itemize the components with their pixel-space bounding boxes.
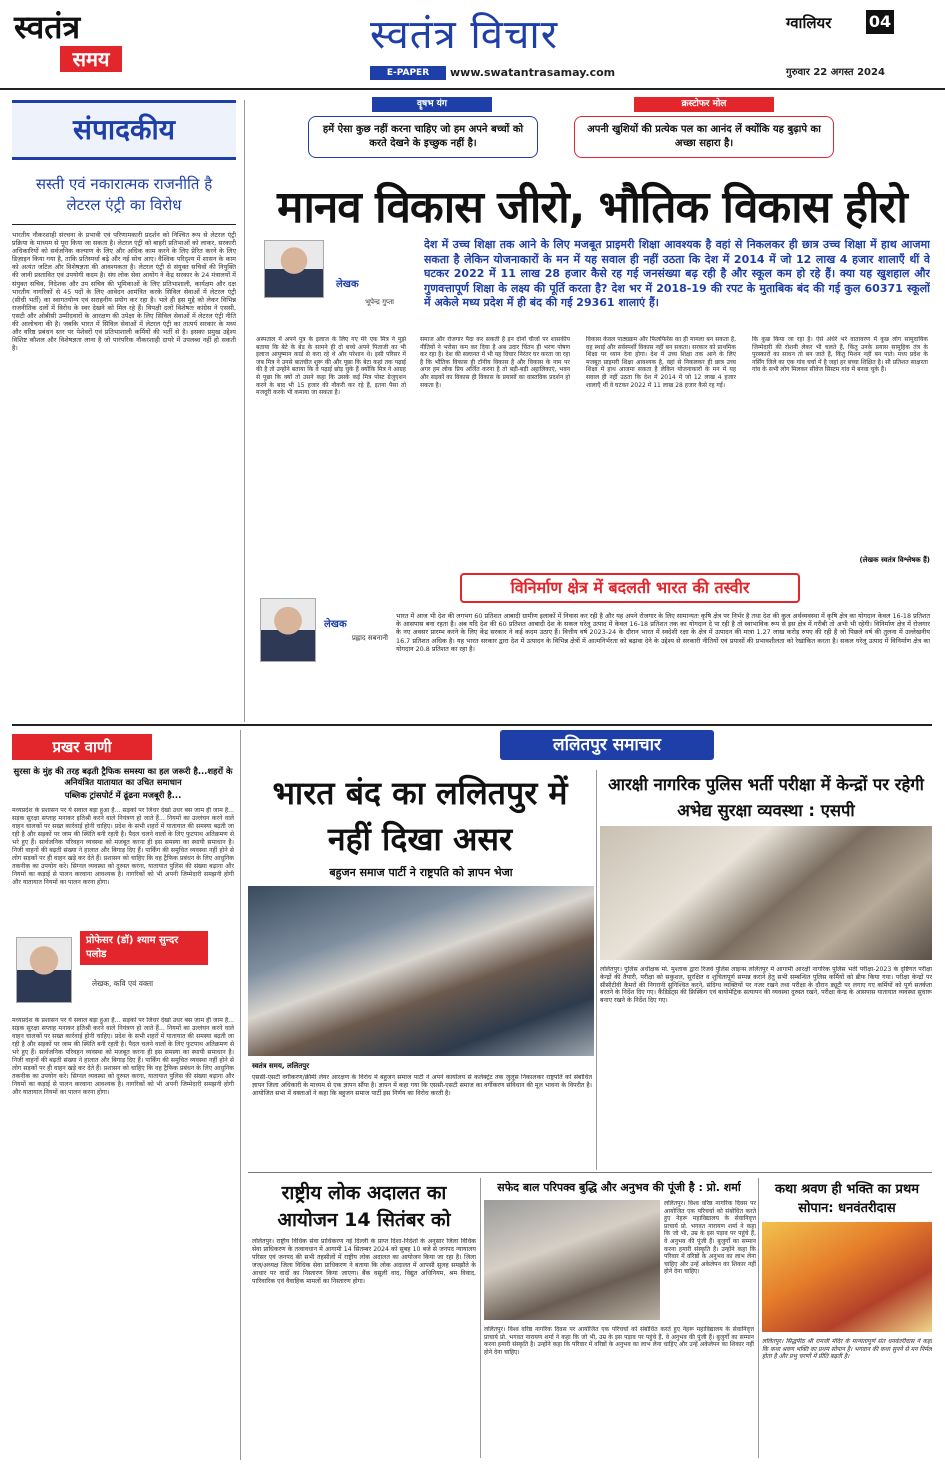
author-label: लेखक bbox=[336, 279, 359, 290]
editorial-body: भारतीय नौकरशाही संरचना के प्रभावी एवं परिणामकारी प्रदर्शन को निश्चित रूप से लेटरल एंट्री प्रक्रिया के माध्यम से पूरा किया जा सकता है। लेटरल एंट्री को बाहरी प्रतिभाओं को लाकर, सरकारी अधिकारियों को सर्वजनिक कल्याण के लिए और अधिक काम करने के लिए प्रेरित करने के लिए डिज़ाइन किया गया है, ताकि प्रतिस्पर्धा बढ़े और नई सोच आए। वैश्विक परिदृश्य में शासन के काम को अत्यंत जटिल और विशेषज्ञता की आवश्यकता है। लेटरल एंट्री से संयुक्त सचिवों की नियुक्ति की जानी प्रस्तावित एवं उपयोगी कदम है। संघ लोक सेवा आयोग ने केंद्र सरकार के 24 मंत्रालयों में संयुक्त सचिव, निदेशक और उप सचिव की भूमिकाओं के लिए प्रतिभाशाली, कार्यक्षम और दक्ष भारतीय नागरिकों से 45 पदों के लिए आवेदन आमंत्रित करके सिविल सेवाओं में लेटरल एंट्री (सीधी भर्ती) का स्वागतयोग्य एवं सराहनीय प्रयोग कर रहा है। भले ही इस मुद्दे को लेकर विभिन्न राजनीतिक दलों में विरोध के स्वर देखने को मिल रहे हैं। विपक्षी दलों विशेषतः कांग्रेस ने एससी, एसटी और ओबीसी उम्मीदवारों के आरक्षण की उपेक्षा के लिए सिविल सेवाओं में लेटरल एंट्री नीति की आलोचना की है। जबकि भारत में सिविल सेवाओं में लेटरल एंट्री का तात्पर्य सरकार के मध्य और वरिष्ठ प्रबंधन स्तर पर पेशेवरों एवं प्रतिभाशाली कर्मियों की भर्ती से है। इसका प्रमुख उद्देश्य विशिष्ट कौशल और विशेषज्ञता लाना है जो पारंपरिक नौकरशाही दायरे में उपलब्ध नहीं हो सकती है। bbox=[12, 231, 236, 353]
police-meeting-photo[interactable] bbox=[600, 826, 932, 960]
masthead bbox=[0, 0, 945, 92]
elder-body-continued: ललितपुर। विश्व वरिष्ठ नागरिक दिवस पर आयोजित एक परिचर्चा को संबोधित करते हुए नेहरू महाविद्यालय के सेवानिवृत्त प्राचार्य प्रो. भगवत नारायण शर्मा ने कहा कि जो भी, उम्र के इस पड़ाव पर पहुंचे हैं, वे अनुभव की पूंजी हैं। बुजुर्गों का सम्मान करना हमारी संस्कृति है। उन्होंने कहा कि परिवार में वरिष्ठों के अनुभव का लाभ लेना चाहिए और उन्हें अकेलेपन का शिकार नहीं होने देना चाहिए। bbox=[484, 1326, 754, 1356]
katha-body: ललितपुर। सिद्धपीठ श्री रामजी मंदिर के मान्यतापूर्ण संत धनवंतरीदास ने कहा कि कथा श्रवण भक्ति का प्रथम सोपान है। भगवान की कथा सुनने से मन निर्मल होता है और प्रभु चरणों में प्रीति बढ़ती है। bbox=[762, 1338, 932, 1361]
brand-logo[interactable] bbox=[14, 8, 124, 80]
manufacturing-author bbox=[256, 592, 388, 704]
prakhar-body-bottom: मध्यप्रदेश के प्रशासन पर ये सवाल बड़ा हुआ है... सड़कों पर जिधर देखो उधर बस जाम ही जाम है... सड़क सुरक्षा सप्ताह मनाकर इतिश्री करने वाले नियंत्रण हो जाते हैं... नियमों का उल्लंघन करने वाले वाहन चालकों पर सख्त कार्रवाई होनी चाहिए। प्रदेश के सभी शहरों में यातायात की समस्या बढ़ती जा रही है और सड़कों पर जाम की स्थिति बनी रहती है। पैदल चलने वालों के लिए फुटपाथ अतिक्रमण से भरे हुए हैं। सार्वजनिक परिवहन व्यवस्था को मजबूत करना ही इस समस्या का स्थायी समाधान है। निजी वाहनों की बढ़ती संख्या ने हालात और बिगाड़ दिए हैं। पार्किंग की समुचित व्यवस्था नहीं होने से लोग सड़कों पर ही वाहन खड़े कर देते हैं। प्रशासन को चाहिए कि वह ट्रैफिक प्रबंधन के लिए आधुनिक तकनीक का उपयोग करे। सिग्नल व्यवस्था को दुरुस्त करना, यातायात पुलिस की संख्या बढ़ाना और नियमों का कड़ाई से पालन करवाना आवश्यक है। नागरिकों को भी अपनी जिम्मेदारी समझनी होगी और यातायात नियमों का पालन करना होगा। bbox=[12, 1017, 234, 1096]
katha-headline: कथा श्रवण ही भक्ति का प्रथम सोपान: धनवंतरीदास bbox=[774, 1182, 920, 1216]
quote-box-1 bbox=[308, 97, 538, 167]
lalitpur-section-label: ललितपुर समाचार bbox=[500, 730, 714, 760]
issue-date: गुरुवार 22 अगस्त 2024 bbox=[786, 67, 885, 78]
story-divider bbox=[596, 770, 597, 1170]
quote-box-2 bbox=[574, 97, 834, 167]
website-link[interactable]: www.swatantrasamay.com bbox=[450, 66, 616, 79]
editorial-rule bbox=[12, 224, 236, 225]
main-column-2: समाज और रोजगार पैदा कर सकती है इन दोनों चीजों पर शासकीय नीतियों ने भरोसा कम कर दिया है अब उदार चिंतन ही भरण पोषण कर रहा है। देश की सल्तनत में भी यह विचार निरंतर घर करता जा रहा है कि भौतिक विकास ही टॉनीय विकास है और विकास के नाम पर अगर हम लोक प्रिय अर्जित करना है तो बड़ी-बड़ी अट्टालिकाएं, भवन और सड़कों का विकास ही विकास के प्रयासों का वास्तविक प्रदर्शन हो सकता है। bbox=[420, 336, 570, 389]
prakhar-headline-2: पब्लिक ट्रांसपोर्ट में ढूंढना मजबूरी है... bbox=[64, 790, 182, 800]
story-divider bbox=[758, 1178, 759, 1458]
author-label: लेखक bbox=[324, 619, 347, 630]
column-divider bbox=[240, 730, 241, 1460]
brand-top: स्वतंत्र bbox=[14, 8, 81, 46]
author-photo bbox=[260, 598, 316, 662]
main-column-4: कि कुछ किया जा रहा है। ऐसे अंधेरे भरे वातावरण में कुछ लोग सामुदायिक जिम्मेदारी की रोशनी लेकर भी चलते हैं, किंतु उनके प्रयास सामूहिक तंत्र के पुरस्कारों का साधन तो बन जाते हैं, किंतु मिशन नहीं बन पाते। मध्य प्रदेश के नर्सिंग जिले का एक गांव चर्चा में है जहां हर बच्चा शिक्षित है। सौ प्रतिशत साक्षरता गांव के सभी लोग मिलकर सीवेज सिस्टम गांव में बनवा चुके हैं। bbox=[752, 336, 928, 374]
main-credit: (लेखक स्वतंत्र विश्लेषक हैं) bbox=[859, 556, 930, 564]
elder-headline: सफेद बाल परिपक्व बुद्धि और अनुभव की पूंजी है : प्रो. शर्मा bbox=[497, 1181, 741, 1194]
column-divider bbox=[244, 100, 245, 722]
quote-author: क्रस्टोफर मोल bbox=[634, 97, 774, 112]
author-photo bbox=[16, 937, 72, 1003]
story-rule bbox=[248, 1172, 932, 1173]
story-divider bbox=[480, 1178, 481, 1458]
author-name: प्रह्लाद सबनानी bbox=[351, 634, 388, 642]
editorial-label: संपादकीय bbox=[12, 100, 236, 160]
page-number: 04 bbox=[866, 10, 894, 34]
bharat-band-subhead: बहुजन समाज पार्टी ने राष्ट्रपति को ज्ञापन भेजा bbox=[329, 866, 513, 879]
bharat-band-headline: भारत बंद का ललितपुर में नहीं दिखा असर bbox=[272, 774, 568, 858]
police-headline: आरक्षी नागरिक पुलिस भर्ती परीक्षा में केन्द्रों पर रहेगी अभेद्य सुरक्षा व्यवस्था : एसपी bbox=[608, 775, 924, 820]
editorial-headline: सस्ती एवं नकारात्मक राजनीति है लेटरल एंट्री का विरोध bbox=[35, 175, 213, 214]
masthead-rule bbox=[0, 88, 945, 90]
brand-bottom: समय bbox=[60, 46, 122, 72]
bharat-band-body: एससी-एसटी वर्गीकरण/क्रीमी लेयर आरक्षण के विरोध में बहुजन समाज पार्टी ने अपने कार्यालय से कलेक्ट्रेट तक जुलूस निकालकर राष्ट्रपति को संबोधित ज्ञापन जिला अधिकारी के माध्यम से एक ज्ञापन सौंपा है। ज्ञापन में कहा गया कि एससी-एसटी समाज का वर्गीकरण संविधान की मूल भावना के विपरीत है। आयोजित सभा में वक्ताओं ने कहा कि बहुजन समाज पार्टी इस निर्णय का विरोध करती है। bbox=[252, 1074, 592, 1097]
main-headline: मानव विकास जीरो, भौतिक विकास हीरो bbox=[277, 182, 907, 233]
lok-adalat-headline: राष्ट्रीय लोक अदालत का आयोजन 14 सितंबर को bbox=[277, 1182, 451, 1231]
epaper-badge: E-PAPER bbox=[370, 66, 446, 80]
quote-text: अपनी खुशियों की प्रत्येक पल का आनंद लें क्योंकि यह बुढ़ापे का अच्छा सहारा है। bbox=[574, 116, 834, 158]
police-body: ललितपुर। पुलिस अधीक्षक मो. मुश्ताक द्वारा रिजर्व पुलिस लाइन्स ललितपुर में आगामी आरक्षी नागरिक पुलिस भर्ती परीक्षा-2023 के दृष्टिगत परीक्षा केन्द्रों की तैयारी, परीक्षा को सकुशल, सुरक्षित व शुचितापूर्ण सम्पन्न कराने हेतु सभी सम्बन्धित पुलिस कर्मियों को ब्रीफ किया गया। परीक्षा केन्द्रों पर सीसीटीवी कैमरों की निगरानी सुनिश्चित करने, संदिग्ध व्यक्तियों पर नजर रखने तथा परीक्षा के दौरान ड्यूटी पर लगाए गए कर्मियों को पूर्ण सतर्कता बरतने के निर्देश दिए गए। कैंडिडेट्स की फ्रिस्किंग एवं बायोमेट्रिक सत्यापन की व्यवस्था दुरुस्त रखने, परीक्षा केन्द्र के आसपास यातायात व्यवस्था सुचारू बनाए रखने के निर्देश दिए गए। bbox=[600, 966, 932, 1005]
prakhar-headline-1: सुरसा के मुंह की तरह बढ़ती ट्रैफिक समस्या का हल जरूरी है...शहरों के अनियंत्रित यातायात का उचित समाधान bbox=[13, 766, 233, 787]
author-name: प्रोफेसर (डॉ) श्याम सुन्दर पलोड bbox=[80, 931, 208, 965]
manufacturing-body: भारत में आज भी देश की लगभग 60 प्रतिशत आबादी ग्रामीण इलाकों में निवास कर रही है और यह अपने रोजगार के लिए सामान्यतः कृषि क्षेत्र पर निर्भर है तथा देश की कुल अर्थव्यवस्था में कृषि क्षेत्र का योगदान केवल 16-18 प्रतिशत के आसपास बना रहता है। अब यदि देश की 60 प्रतिशत आबादी देश के सकल घरेलू उत्पाद में केवल 16-18 प्रतिशत तक का योगदान दे पा रही है तो स्वाभाविक रूप से इस क्षेत्र में गरीबी तो अभी भी रहेगी। विनिर्माण क्षेत्र में रोजगार के नए अवसर प्रारम्भ करने के लिए केंद्र सरकार ने कई कदम उठाए हैं। वित्तीय वर्ष 2023-24 के दौरान भारत में स्वदेशी रक्षा के क्षेत्र में उत्पादन की मात्रा 1.27 लाख करोड़ रुपए की रही है जो पिछले वर्ष की तुलना में उल्लेखनीय 16.7 प्रतिशत अधिक है। यह भारत सरकार द्वारा देश में उत्पादन के विभिन्न क्षेत्रों में आत्मनिर्भरता को बढ़ावा देने के उद्देश्य से सरकारी नीतियों एवं प्रयासों की प्रभावशीलता को रेखांकित करता है। सकल घरेलू उत्पाद में विनिर्माण क्षेत्र का योगदान 20.8 प्रतिशत का रहा है। bbox=[396, 612, 930, 653]
author-photo bbox=[264, 240, 324, 298]
editorial-column bbox=[12, 100, 236, 720]
lok-adalat-body: ललितपुर। राष्ट्रीय विधिक सेवा प्राधिकरण नई दिल्ली के प्राप्त दिशा-निर्देशों के अनुसार जिला विधिक सेवा प्राधिकरण के तत्वावधान में आगामी 14 सितम्बर 2024 को सुबह 10 बजे से जनपद न्यायालय परिसर एवं जनपद की सभी तहसीलों में राष्ट्रीय लोक अदालत का आयोजन किया जा रहा है। जिला जज/अध्यक्ष जिला विधिक सेवा प्राधिकरण ने बताया कि लोक अदालत में आपसी सुलह समझौते के आधार पर वादों का निस्तारण किया जाएगा। बैंक वसूली वाद, विद्युत अधिनियम, श्रम विवाद, पारिवारिक एवं वैवाहिक मामलों का निस्तारण होगा। bbox=[252, 1238, 476, 1285]
main-column-3: विकास केवल पाठ्यक्रम और फिलफिरेंस का ही मामला बन सकता है, वह स्थाई और सर्वस्पर्शी विकास नहीं बन सकता। सरकार को प्राथमिक शिक्षा पर ध्यान देना होगा। देश में उच्च शिक्षा तक आने के लिए मजबूत प्राइमरी शिक्षा आवश्यक है, वहां से निकलकर ही छात्र उच्च शिक्षा में हाथ आजमा सकता है लेकिन योजनाकारों के मन में यह सवाल ही नहीं उठता कि देश में 2014 में जो 12 लाख 4 हजार शालाएँ थीं वे घटकर 2022 में 11 लाख 28 हजार कैसे रह गईं। bbox=[586, 336, 736, 389]
prakhar-vani-column bbox=[12, 734, 234, 1458]
section-rule bbox=[12, 724, 932, 726]
elder-photo[interactable] bbox=[484, 1200, 660, 1320]
quote-text: हमें ऐसा कुछ नहीं करना चाहिए जो हम अपने बच्चों को करते देखने के इच्छुक नहीं है। bbox=[308, 116, 538, 158]
main-lede: देश में उच्च शिक्षा तक आने के लिए मजबूत प्राइमरी शिक्षा आवश्यक है वहां से निकलकर ही छात्र उच्च शिक्षा में हाथ आजमा सकता है लेकिन योजनाकारों के मन में यह सवाल ही नहीं उठता कि देश में 2014 में जो 12 लाख 4 हजार शालाएँ थीं वे घटकर 2022 में 11 लाख 28 हजार कैसे रह गई जनसंख्या बढ़ रही है और स्कूल कम हो रहे हैं। क्या यह खुशहाल और गुणवत्तापूर्ण शिक्षा के लक्ष्य की पूर्ति करता है? देश भर में 2018-19 की रपट के मुताबिक बंद की गई कुल 60371 स्कूलों में अकेले मध्य प्रदेश में ही बंद की गई 29361 शालाएं हैं। bbox=[424, 238, 930, 310]
manufacturing-headline: विनिर्माण क्षेत्र में बदलती भारत की तस्वीर bbox=[460, 573, 800, 603]
city-label: ग्वालियर bbox=[786, 14, 832, 32]
prakhar-author-box bbox=[12, 929, 234, 1011]
author-block bbox=[258, 240, 394, 324]
rally-photo[interactable] bbox=[248, 886, 594, 1056]
prakhar-vani-label: प्रखर वाणी bbox=[12, 734, 152, 760]
main-column-1: अस्पताल में अपने पुत्र के इलाज के लिए गए मेरे एक मित्र ने मुझे बताया कि बेटे के बेड के सामने ही दो बच्चे अपने पिताजी का भी इलाज आयुष्मान कार्ड से करा रहे थे और परेशान थे। इसी परिसर में जब मित्र ने उनसे बातचीत शुरू की और पूछा कि बेटा कहां तक पढ़ाई की है तो उन्होंने बताया कि वे पढ़ाई छोड़ चुके हैं क्योंकि मित्र ने आग्रह से पूछा कि क्यों तो उसने कहा कि उसके कई मित्र पोस्ट ग्रेजुएशन करने के बाद भी 15 हजार की नौकरी कर रहे हैं, इतना पैसा तो मजदूरी करके भी कमाया जा सकता है। bbox=[256, 336, 406, 397]
author-role: लेखक, कवि एवं वक्ता bbox=[92, 979, 154, 988]
bharat-band-dateline: स्वतंत्र समय, ललितपुर bbox=[252, 1062, 310, 1070]
author-name: भूपेन्द्र गुप्ता bbox=[365, 298, 394, 306]
quote-author: वॄषभ यंग bbox=[372, 97, 492, 112]
elder-body: ललितपुर। विश्व वरिष्ठ नागरिक दिवस पर आयोजित एक परिचर्चा को संबोधित करते हुए नेहरू महाविद्यालय के सेवानिवृत्त प्राचार्य प्रो. भगवत नारायण शर्मा ने कहा कि जो भी, उम्र के इस पड़ाव पर पहुंचे हैं, वे अनुभव की पूंजी हैं। बुजुर्गों का सम्मान करना हमारी संस्कृति है। उन्होंने कहा कि परिवार में वरिष्ठों के अनुभव का लाभ लेना चाहिए और उन्हें अकेलेपन का शिकार नहीं होने देना चाहिए। bbox=[664, 1200, 756, 1276]
saint-photo[interactable] bbox=[762, 1222, 932, 1332]
prakhar-body-top: मध्यप्रदेश के प्रशासन पर ये सवाल बड़ा हुआ है... सड़कों पर जिधर देखो उधर बस जाम ही जाम है... सड़क सुरक्षा सप्ताह मनाकर इतिश्री करने वाले नियंत्रण हो जाते हैं... नियमों का उल्लंघन करने वाले वाहन चालकों पर सख्त कार्रवाई होनी चाहिए। प्रदेश के सभी शहरों में यातायात की समस्या बढ़ती जा रही है और सड़कों पर जाम की स्थिति बनी रहती है। पैदल चलने वालों के लिए फुटपाथ अतिक्रमण से भरे हुए हैं। सार्वजनिक परिवहन व्यवस्था को मजबूत करना ही इस समस्या का स्थायी समाधान है। निजी वाहनों की बढ़ती संख्या ने हालात और बिगाड़ दिए हैं। पार्किंग की समुचित व्यवस्था नहीं होने से लोग सड़कों पर ही वाहन खड़े कर देते हैं। प्रशासन को चाहिए कि वह ट्रैफिक प्रबंधन के लिए आधुनिक तकनीक का उपयोग करे। सिग्नल व्यवस्था को दुरुस्त करना, यातायात पुलिस की संख्या बढ़ाना और नियमों का कड़ाई से पालन करवाना आवश्यक है। नागरिकों को भी अपनी जिम्मेदारी समझनी होगी और यातायात नियमों का पालन करना होगा। bbox=[12, 807, 234, 886]
section-title: स्वतंत्र विचार bbox=[370, 12, 559, 58]
